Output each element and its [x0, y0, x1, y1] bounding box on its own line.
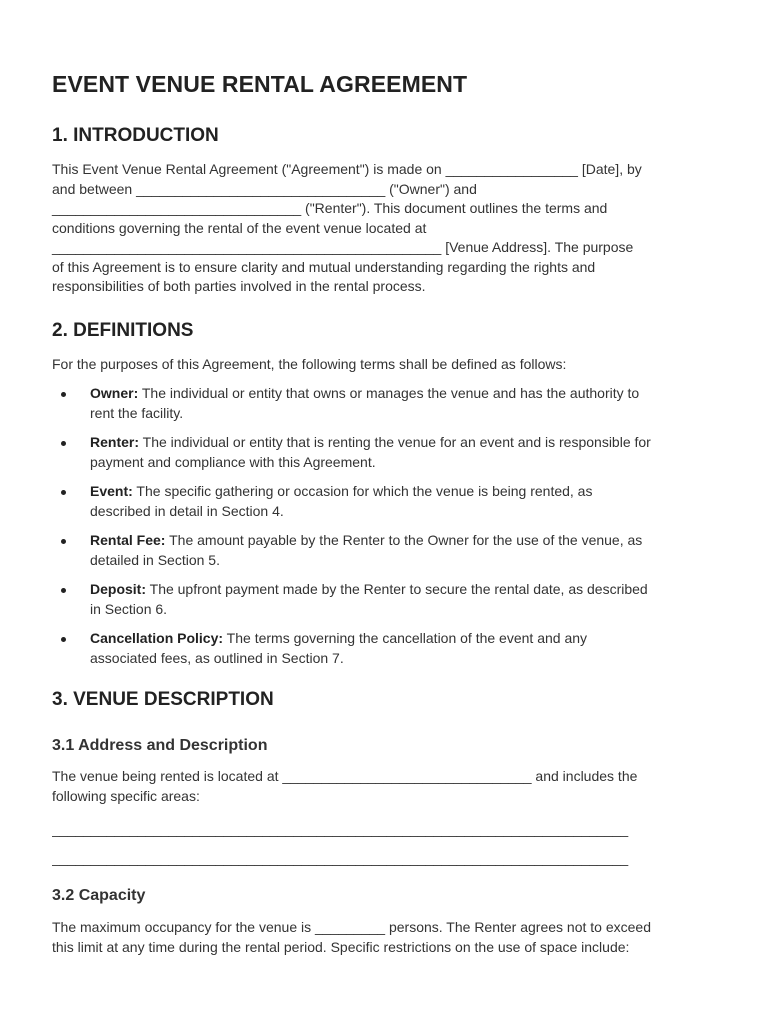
- capacity-subheading: 3.2 Capacity: [52, 887, 146, 904]
- definition-item-owner: [52, 384, 717, 433]
- definition-text: The upfront payment made by the Renter to secure the rental date, as described: [146, 581, 648, 597]
- definition-item-renter: [52, 433, 717, 482]
- introduction-line-5: __________________________________________________ [Venue Address]. The purpose: [52, 239, 634, 255]
- bullet-icon: [61, 539, 66, 544]
- capacity-line-2: this limit at any time during the rental period. Specific restrictions on the use of space include:: [52, 938, 630, 955]
- definitions-heading: 2. DEFINITIONS: [52, 320, 194, 341]
- bullet-icon: [61, 637, 66, 642]
- definition-text-continued: associated fees, as outlined in Section 7.: [90, 649, 344, 666]
- blank-area-line-2: __________________________________________________________________________: [52, 850, 629, 866]
- definition-item-cancellation-policy: [52, 629, 717, 678]
- introduction-line-1: This Event Venue Rental Agreement ("Agreement") is made on _________________ [Date], by: [52, 161, 642, 177]
- address-line-1: The venue being rented is located at ________________________________ and includes the: [52, 768, 638, 784]
- introduction-line-7: responsibilities of both parties involved in the rental process.: [52, 278, 426, 294]
- definition-item-rental-fee: [52, 531, 717, 580]
- definition-text-continued: described in detail in Section 4.: [90, 502, 284, 519]
- definitions-list: [52, 384, 717, 678]
- definition-term: Event:: [90, 483, 133, 499]
- introduction-line-4: conditions governing the rental of the event venue located at: [52, 219, 427, 236]
- definition-term: Rental Fee:: [90, 532, 166, 548]
- bullet-icon: [61, 490, 66, 495]
- definitions-intro: For the purposes of this Agreement, the following terms shall be defined as follows:: [52, 356, 567, 372]
- introduction-line-3: ________________________________ ("Renter"). This document outlines the terms and: [52, 200, 608, 216]
- introduction-heading: 1. INTRODUCTION: [52, 125, 219, 146]
- introduction-line-2: and between ________________________________ ("Owner") and: [52, 180, 477, 197]
- definition-text: The individual or entity that is renting the venue for an event and is responsible for: [139, 434, 651, 450]
- venue-description-heading: 3. VENUE DESCRIPTION: [52, 689, 274, 710]
- address-subheading: 3.1 Address and Description: [52, 737, 268, 754]
- definition-text-continued: rent the facility.: [90, 404, 184, 421]
- definition-text-continued: payment and compliance with this Agreement.: [90, 453, 376, 470]
- introduction-line-6: of this Agreement is to ensure clarity and mutual understanding regarding the rights and: [52, 258, 596, 275]
- definition-item-event: [52, 482, 717, 531]
- document-title: EVENT VENUE RENTAL AGREEMENT: [52, 71, 468, 97]
- bullet-icon: [61, 588, 66, 593]
- definition-text: The terms governing the cancellation of the event and any: [223, 630, 588, 646]
- definition-term: Renter:: [90, 434, 140, 450]
- definition-text-continued: detailed in Section 5.: [90, 551, 220, 568]
- bullet-icon: [61, 441, 66, 446]
- definition-term: Owner:: [90, 385, 139, 401]
- definition-text: The specific gathering or occasion for which the venue is being rented, as: [132, 483, 593, 499]
- definition-text-continued: in Section 6.: [90, 600, 168, 617]
- definition-term: Cancellation Policy:: [90, 630, 224, 646]
- bullet-icon: [61, 392, 66, 397]
- definition-text: The amount payable by the Renter to the Owner for the use of the venue, as: [165, 532, 643, 548]
- definition-text: The individual or entity that owns or manages the venue and has the authority to: [138, 385, 640, 401]
- capacity-line-1: The maximum occupancy for the venue is _________ persons. The Renter agrees not to exceed: [52, 919, 651, 935]
- blank-area-line-1: __________________________________________________________________________: [52, 821, 629, 837]
- definition-term: Deposit:: [90, 581, 146, 597]
- definition-item-deposit: [52, 580, 717, 629]
- address-line-2: following specific areas:: [52, 787, 200, 804]
